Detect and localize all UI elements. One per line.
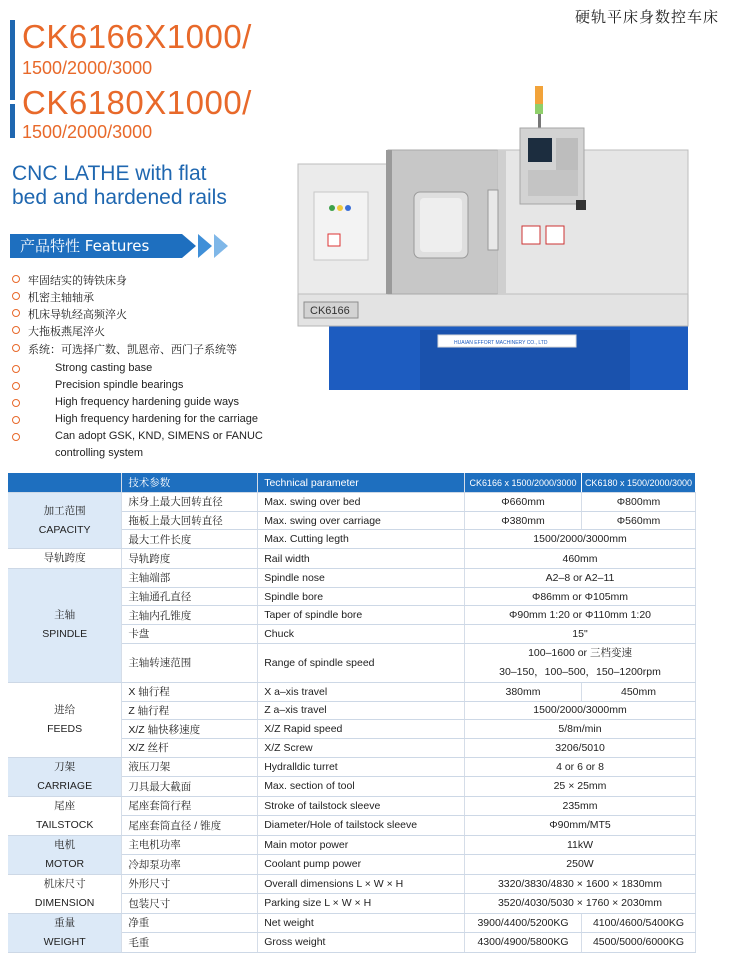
param-en: Z a–xis travel [258, 701, 465, 720]
param-en: Max. Cutting legth [258, 530, 465, 549]
param-cn: 尾座套筒直径 / 锥度 [122, 816, 258, 836]
param-en: Max. section of tool [258, 777, 465, 797]
company-plate: HUAIAN EFFORT MACHINERY CO., LTD [454, 340, 548, 346]
param-cn: 主电机功率 [122, 835, 258, 855]
bullet-icon [12, 382, 20, 390]
param-en: X/Z Rapid speed [258, 720, 465, 739]
table-row [8, 549, 696, 569]
feature-item: High frequency hardening for the carriage [55, 413, 259, 425]
subtitle-line-1: CNC LATHE with flat [12, 162, 207, 185]
table-header-row [8, 473, 696, 493]
param-en: Coolant pump power [258, 855, 465, 875]
param-cn: 主轴转速范围 [122, 643, 258, 682]
category-rail: 导轨跨度 [8, 549, 122, 569]
param-cn: 最大工件长度 [122, 530, 258, 549]
param-en: Hydralldic turret [258, 757, 465, 777]
table-header-model-1: CK6166 x 1500/2000/3000 [465, 473, 582, 493]
table-row [8, 835, 696, 855]
param-cn: 净重 [122, 913, 258, 933]
param-cn: 外形尺寸 [122, 874, 258, 894]
param-en: Diameter/Hole of tailstock sleeve [258, 816, 465, 836]
param-en: Rail width [258, 549, 465, 569]
bullet-icon [12, 309, 20, 317]
top-right-title: 硬轨平床身数控车床 [574, 8, 719, 26]
param-en: Range of spindle speed [258, 643, 465, 682]
value-shared: 3520/4030/5030 × 1760 × 2030mm [465, 894, 696, 914]
value-shared: 3320/3830/4830 × 1600 × 1830mm [465, 874, 696, 894]
value-model-2: Φ800mm [581, 493, 695, 512]
value-model-1: 4300/4900/5800KG [465, 933, 582, 953]
bullet-icon [12, 399, 20, 407]
value-model-1: Φ660mm [465, 493, 582, 512]
feature-item: 牢固结实的铸铁床身 [28, 275, 127, 287]
value-model-2: 4500/5000/6000KG [581, 933, 695, 953]
param-cn: 主轴内孔锥度 [122, 606, 258, 625]
table-row [8, 682, 696, 701]
value-model-2: 450mm [581, 682, 695, 701]
table-row [8, 757, 696, 777]
cnc-lathe-illustration [292, 86, 720, 392]
feature-item: High frequency hardening guide ways [55, 396, 240, 408]
feature-item: controlling system [55, 447, 144, 459]
category-feeds: 进给 FEEDS [8, 682, 122, 757]
bullet-icon [12, 416, 20, 424]
value-line-2: 30–150，100–500，150–1200rpm [499, 665, 661, 678]
param-cn: 导轨跨度 [122, 549, 258, 569]
category-weight: 重量 WEIGHT [8, 913, 122, 952]
param-cn: 包装尺寸 [122, 894, 258, 914]
value-shared: 4 or 6 or 8 [465, 757, 696, 777]
feature-item: Precision spindle bearings [55, 379, 184, 391]
param-cn: 刀具最大截面 [122, 777, 258, 797]
value-shared: 460mm [465, 549, 696, 569]
table-header-empty [8, 473, 122, 493]
category-tailstock: 尾座 TAILSTOCK [8, 796, 122, 835]
value-shared [465, 643, 696, 682]
category-spindle: 主轴 SPINDLE [8, 569, 122, 683]
param-en: Taper of spindle bore [258, 606, 465, 625]
value-model-1: Φ380mm [465, 511, 582, 530]
bullet-icon [12, 275, 20, 283]
param-cn: 卡盘 [122, 625, 258, 644]
param-en: X/Z Screw [258, 738, 465, 757]
accent-bar-1 [10, 20, 15, 100]
value-shared: 1500/2000/3000mm [465, 701, 696, 720]
value-shared: 15" [465, 625, 696, 644]
value-shared: 11kW [465, 835, 696, 855]
value-shared: 3206/5010 [465, 738, 696, 757]
param-en: Spindle nose [258, 569, 465, 588]
value-shared: Φ86mm or Φ105mm [465, 587, 696, 606]
table-header-en: Technical parameter [258, 473, 465, 493]
value-line-1: 100–1600 or 三档变速 [528, 646, 632, 659]
param-en: Max. swing over carriage [258, 511, 465, 530]
param-en: Parking size L × W × H [258, 894, 465, 914]
param-cn: X 轴行程 [122, 682, 258, 701]
param-en: X a–xis travel [258, 682, 465, 701]
value-shared: A2–8 or A2–11 [465, 569, 696, 588]
bullet-icon [12, 344, 20, 352]
param-cn: 床身上最大回转直径 [122, 493, 258, 512]
chevron-icon-1 [182, 234, 196, 258]
param-cn: 液压刀架 [122, 757, 258, 777]
chevron-icon-3 [214, 234, 228, 258]
feature-item: Strong casting base [55, 362, 153, 374]
param-cn: 冷却泵功率 [122, 855, 258, 875]
param-en: Max. swing over bed [258, 493, 465, 512]
spec-table [8, 473, 696, 953]
model-2-line-2: 1500/2000/3000 [22, 122, 153, 142]
bullet-icon [12, 365, 20, 373]
value-shared: Φ90mm/MT5 [465, 816, 696, 836]
category-motor: 电机 MOTOR [8, 835, 122, 874]
model-2-line-1: CK6180X1000/ [22, 84, 252, 121]
feature-item: Can adopt GSK, KND, SIMENS or FANUC [55, 430, 263, 442]
category-capacity: 加工范围 CAPACITY [8, 493, 122, 549]
value-shared: 235mm [465, 796, 696, 816]
param-cn: 尾座套筒行程 [122, 796, 258, 816]
bullet-icon [12, 433, 20, 441]
feature-item: 机密主轴轴承 [28, 292, 94, 304]
model-1-line-1: CK6166X1000/ [22, 18, 252, 55]
table-row [8, 796, 696, 816]
table-row [8, 569, 696, 588]
param-en: Stroke of tailstock sleeve [258, 796, 465, 816]
table-header-model-2: CK6180 x 1500/2000/3000 [581, 473, 695, 493]
param-cn: 毛重 [122, 933, 258, 953]
category-carriage: 刀架 CARRIAGE [8, 757, 122, 796]
table-row [8, 493, 696, 512]
value-model-2: 4100/4600/5400KG [581, 913, 695, 933]
param-en: Overall dimensions L × W × H [258, 874, 465, 894]
value-shared: 250W [465, 855, 696, 875]
value-model-1: 3900/4400/5200KG [465, 913, 582, 933]
table-row [8, 874, 696, 894]
value-shared: 1500/2000/3000mm [465, 530, 696, 549]
accent-bar-2 [10, 104, 15, 138]
param-en: Gross weight [258, 933, 465, 953]
subtitle-line-2: bed and hardened rails [12, 186, 227, 209]
value-model-2: Φ560mm [581, 511, 695, 530]
value-shared: Φ90mm 1:20 or Φ110mm 1:20 [465, 606, 696, 625]
bullet-icon [12, 326, 20, 334]
table-row [8, 913, 696, 933]
table-header-cn: 技术参数 [122, 473, 258, 493]
feature-item: 机床导轨经高频淬火 [28, 309, 127, 321]
value-shared: 5/8m/min [465, 720, 696, 739]
feature-item: 系统：可选择广数、凯恩帝、西门子系统等 [28, 344, 237, 356]
param-en: Spindle bore [258, 587, 465, 606]
param-cn: Z 轴行程 [122, 701, 258, 720]
param-cn: 主轴通孔直径 [122, 587, 258, 606]
chevron-icon-2 [198, 234, 212, 258]
subtitle [12, 162, 227, 210]
param-cn: 主轴端部 [122, 569, 258, 588]
value-model-1: 380mm [465, 682, 582, 701]
category-dimension: 机床尺寸 DIMENSION [8, 874, 122, 913]
value-shared: 25 × 25mm [465, 777, 696, 797]
bullet-icon [12, 292, 20, 300]
param-en: Chuck [258, 625, 465, 644]
param-en: Net weight [258, 913, 465, 933]
param-en: Main motor power [258, 835, 465, 855]
param-cn: X/Z 丝杆 [122, 738, 258, 757]
model-1-line-2: 1500/2000/3000 [22, 58, 153, 78]
param-cn: 拖板上最大回转直径 [122, 511, 258, 530]
param-cn: X/Z 轴快移速度 [122, 720, 258, 739]
feature-item: 大拖板燕尾淬火 [28, 326, 105, 338]
features-banner: 产品特性 Features [10, 234, 182, 258]
model-plate: CK6166 [310, 305, 350, 317]
